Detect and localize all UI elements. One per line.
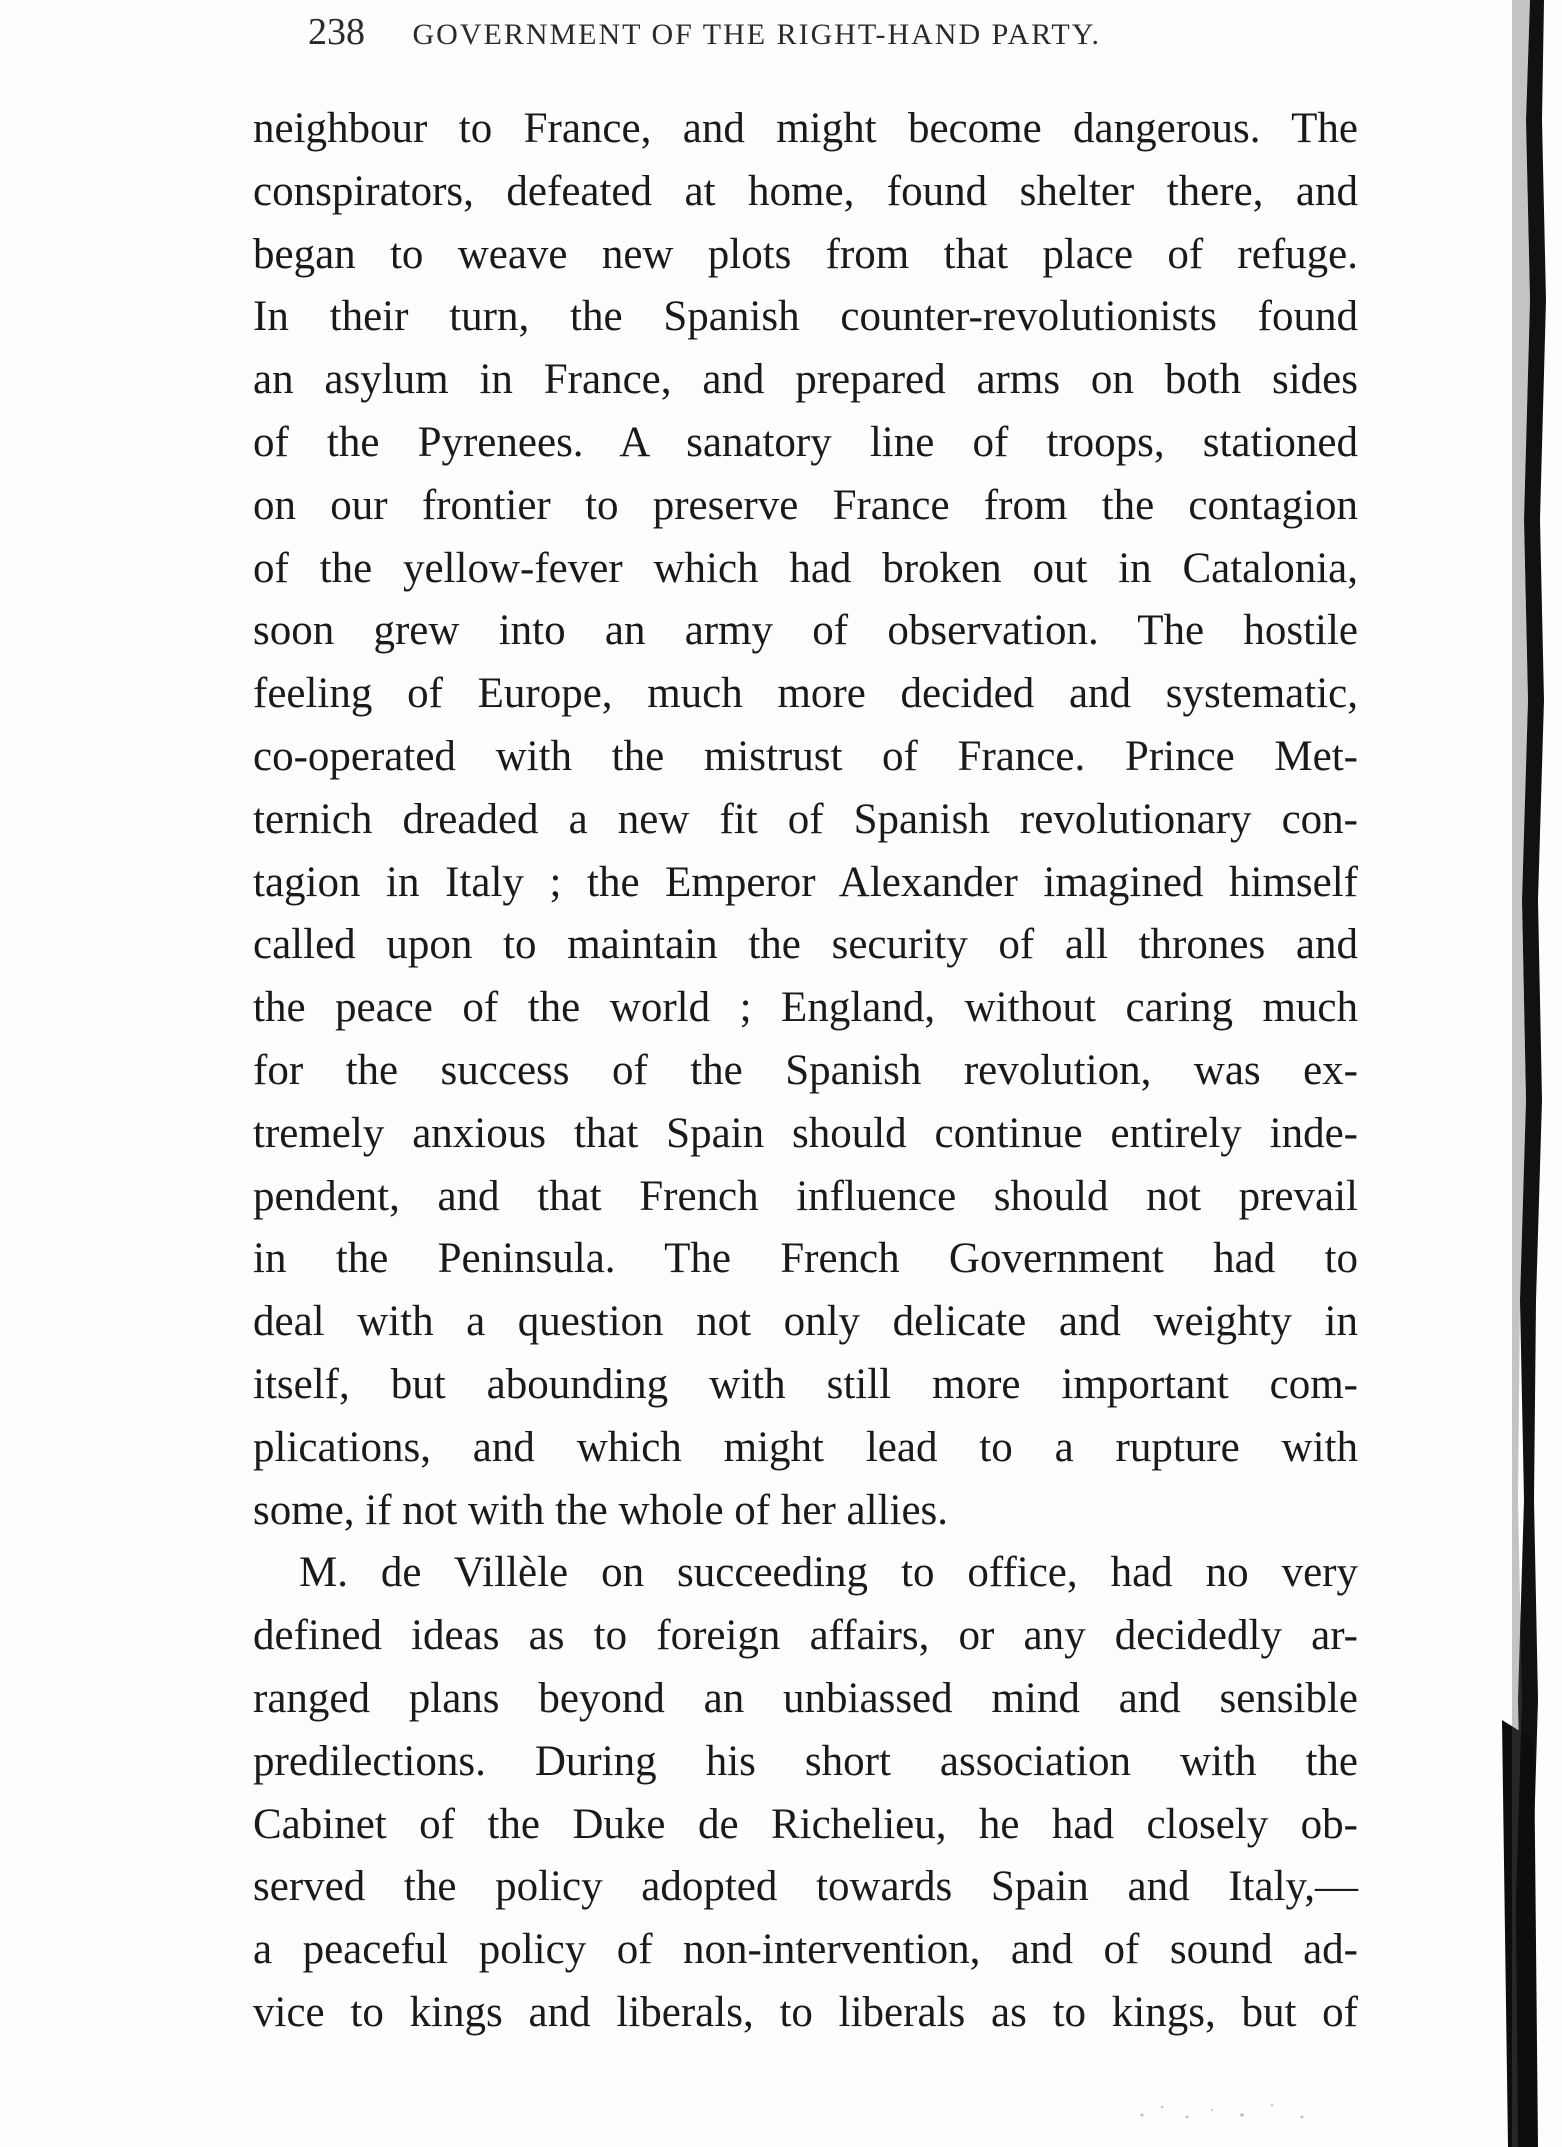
text-line: feeling of Europe, much more decided and systematic, [253,670,1358,718]
scan-speckle [1132,2095,1332,2125]
text-line: predilections. During his short association with the [253,1737,1358,1785]
text-line: itself, but abounding with still more important com- [253,1360,1358,1408]
text-line: some, if not with the whole of her allies. [253,1486,949,1534]
text-line: ternich dreaded a new fit of Spanish revolutionary con- [253,795,1358,843]
running-title: GOVERNMENT OF THE RIGHT-HAND PARTY. [412,18,1102,51]
page-number: 238 [308,11,365,53]
body-text [253,98,1358,2045]
text-line: In their turn, the Spanish counter-revolutionists found [253,293,1358,341]
text-line: tagion in Italy ; the Emperor Alexander imagined himself [253,858,1358,906]
text-line: co-operated with the mistrust of France. Prince Met- [253,732,1358,780]
text-line: served the policy adopted towards Spain and Italy,— [253,1863,1358,1911]
text-line: for the success of the Spanish revolution, was ex- [253,1046,1358,1094]
text-line: the peace of the world ; England, without caring much [253,984,1358,1032]
binding-shadow [1472,0,1562,2147]
text-line: of the Pyrenees. A sanatory line of troops, stationed [253,418,1358,466]
text-line: a peaceful policy of non-intervention, and of sound ad- [253,1926,1358,1974]
text-line: deal with a question not only delicate and weighty in [253,1298,1358,1346]
text-line: ranged plans beyond an unbiassed mind and sensible [253,1674,1358,1722]
text-line: neighbour to France, and might become dangerous. The [253,105,1358,152]
text-line: on our frontier to preserve France from the contagion [253,481,1358,529]
text-line: in the Peninsula. The French Government had to [253,1235,1358,1283]
text-line: Cabinet of the Duke de Richelieu, he had closely ob- [253,1800,1358,1848]
text-line: called upon to maintain the security of all thrones and [253,921,1358,969]
text-line: an asylum in France, and prepared arms on both sides [253,356,1358,404]
text-line: of the yellow-fever which had broken out in Catalonia, [253,544,1358,592]
text-line: tremely anxious that Spain should continue entirely inde- [253,1109,1358,1157]
text-line: defined ideas as to foreign affairs, or any decidedly ar- [253,1612,1358,1660]
text-line: began to weave new plots from that place of refuge. [253,230,1358,278]
text-line: conspirators, defeated at home, found shelter there, and [253,167,1358,215]
text-line: vice to kings and liberals, to liberals as to kings, but of [253,1988,1358,2036]
text-line: plications, and which might lead to a rupture with [253,1423,1358,1471]
text-line: pendent, and that French influence should not prevail [253,1172,1358,1220]
running-head [308,10,1308,60]
text-line: soon grew into an army of observation. The hostile [253,607,1358,655]
text-line: M. de Villèle on succeeding to office, had no very [299,1549,1358,1597]
